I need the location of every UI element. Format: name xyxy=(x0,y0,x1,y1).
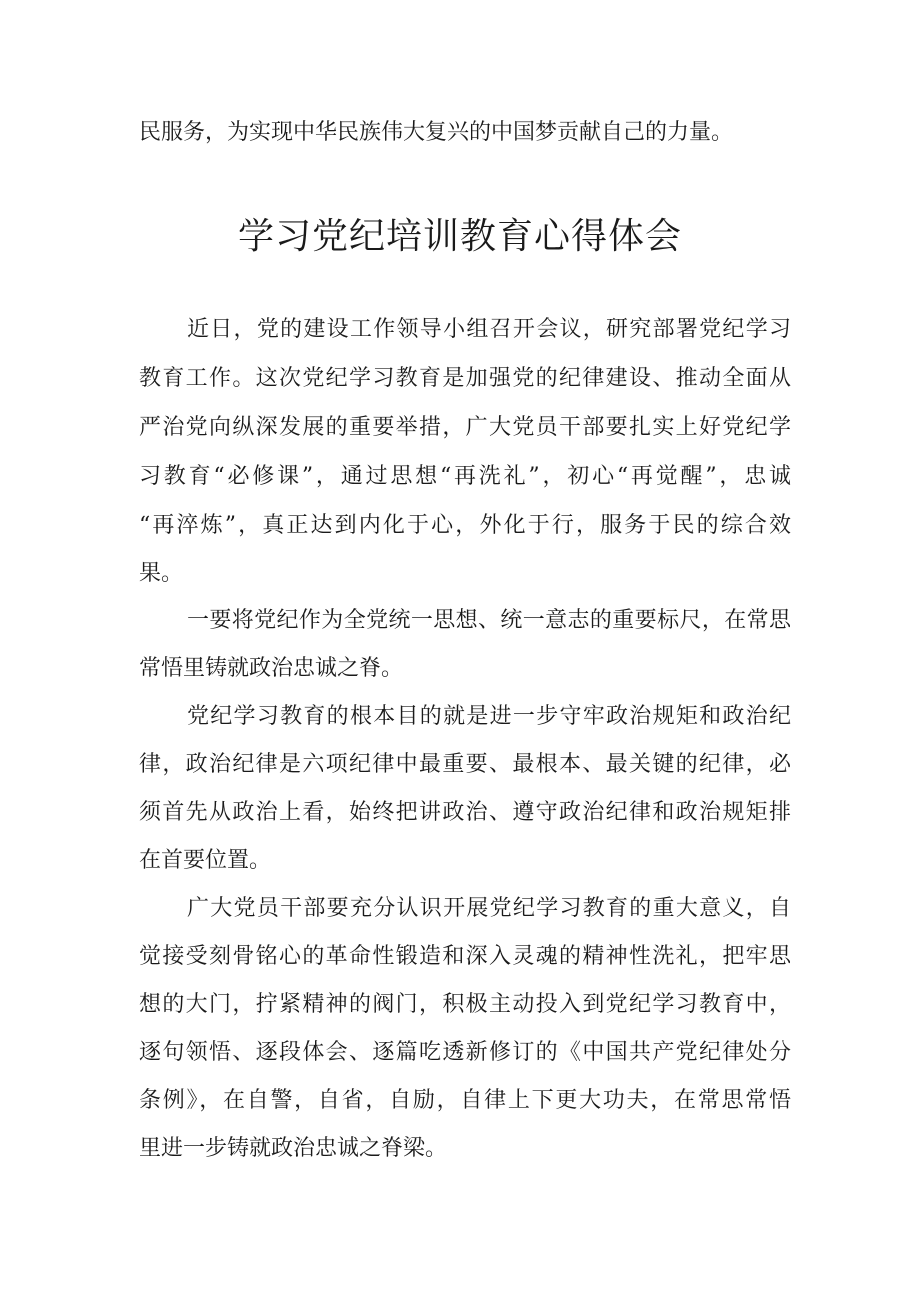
paragraph-line: 一要将党纪作为全党统一思想、统一意志的重要标尺，在常思 xyxy=(187,608,791,633)
paragraph-line: 果。 xyxy=(139,561,184,586)
carryover-line: 民服务，为实现中华民族伟大复兴的中国梦贡献自己的力量。 xyxy=(139,120,734,145)
paragraph-line: “再淬炼”，真正达到内化于心，外化于行，服务于民的综合效 xyxy=(139,513,791,538)
paragraph-line: 条例》，在自警，自省，自励，自律上下更大功夫，在常思常悟 xyxy=(139,1088,791,1113)
paragraph-line: 近日，党的建设工作领导小组召开会议，研究部署党纪学习 xyxy=(187,317,791,342)
paragraph-line: 想的大门，拧紧精神的阀门，积极主动投入到党纪学习教育中， xyxy=(139,992,791,1017)
paragraph-line: 习教育“必修课”，通过思想“再洗礼”，初心“再觉醒”，忠诚 xyxy=(139,464,791,489)
paragraph-line: 律，政治纪律是六项纪律中最重要、最根本、最关键的纪律，必 xyxy=(139,752,791,777)
paragraph-line: 教育工作。这次党纪学习教育是加强党的纪律建设、推动全面从 xyxy=(139,366,791,391)
paragraph-line: 须首先从政治上看，始终把讲政治、遵守政治纪律和政治规矩排 xyxy=(139,800,791,825)
paragraph-line: 严治党向纵深发展的重要举措，广大党员干部要扎实上好党纪学 xyxy=(139,415,791,440)
paragraph-line: 党纪学习教育的根本目的就是进一步守牢政治规矩和政治纪 xyxy=(187,704,791,729)
paragraph-line: 里进一步铸就政治忠诚之脊梁。 xyxy=(139,1136,448,1161)
document-title: 学习党纪培训教育心得体会 xyxy=(237,216,682,257)
paragraph-line: 觉接受刻骨铭心的革命性锻造和深入灵魂的精神性洗礼，把牢思 xyxy=(139,944,791,969)
paragraph-line: 逐句领悟、逐段体会、逐篇吃透新修订的《中国共产党纪律处分 xyxy=(139,1040,791,1065)
paragraph-line: 常悟里铸就政治忠诚之脊。 xyxy=(139,656,404,681)
paragraph-line: 在首要位置。 xyxy=(139,848,272,873)
paragraph-line: 广大党员干部要充分认识开展党纪学习教育的重大意义，自 xyxy=(187,896,791,921)
